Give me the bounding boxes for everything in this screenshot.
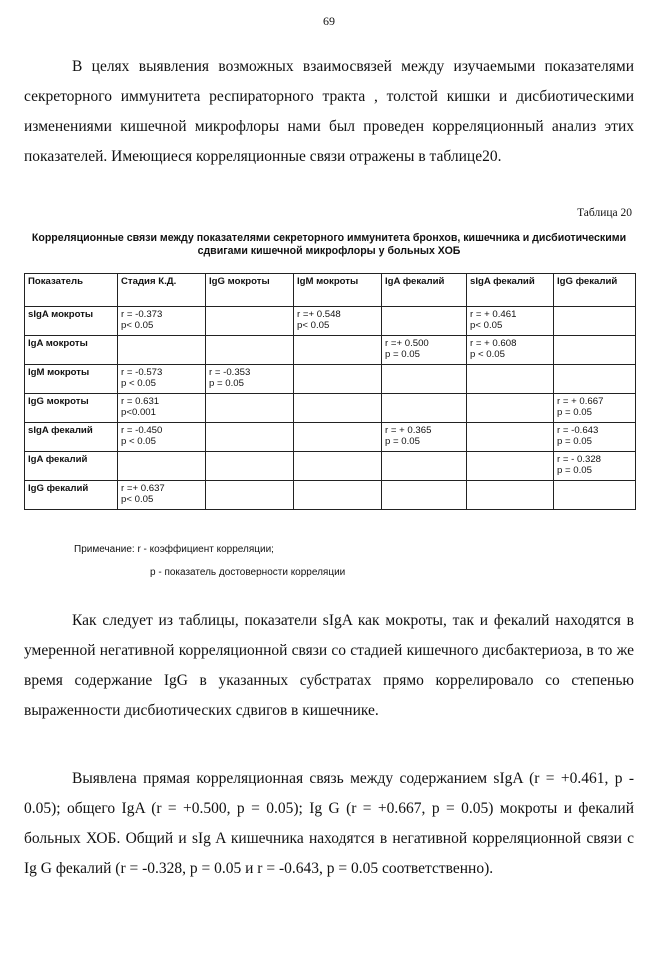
table-cell bbox=[467, 365, 554, 394]
table-cell bbox=[294, 336, 382, 365]
table-cell bbox=[206, 365, 294, 394]
table-caption: Корреляционные связи между показателями секреторного иммунитета бронхов, кишечника и дисбиотическими сдвигами кишечной микрофлоры у больных ХОБ bbox=[31, 232, 627, 257]
table-cell bbox=[382, 365, 467, 394]
table-body bbox=[25, 307, 636, 510]
table-cell bbox=[382, 307, 467, 336]
header-cell: IgM мокроты bbox=[294, 274, 382, 307]
table-cell bbox=[294, 481, 382, 510]
correlation-coefficient: r = + 0.667 bbox=[557, 396, 604, 407]
page-number: 69 bbox=[323, 14, 335, 28]
significance-value: p < 0.05 bbox=[121, 378, 156, 389]
correlation-coefficient: r = -0.450 bbox=[121, 425, 163, 436]
table-row bbox=[25, 307, 636, 336]
table-cell bbox=[206, 394, 294, 423]
table-cell bbox=[467, 307, 554, 336]
conclusion-paragraph-1: Как следует из таблицы, показатели sIgA как мокроты, так и фекалий находятся в умеренной негативной корреляционной связи со стадией кишечного дисбактериоза, в то же время содержание IgG в указанных субстратах прямо коррелировало со степенью выраженности дисбиотических сдвигов в кишечнике. bbox=[24, 612, 634, 719]
table-cell bbox=[382, 394, 467, 423]
table-cell bbox=[467, 452, 554, 481]
table-row bbox=[25, 336, 636, 365]
significance-value: p = 0.05 bbox=[557, 436, 592, 447]
table-note-r: Примечание: r - коэффициент корреляции; bbox=[74, 544, 274, 555]
table-cell bbox=[467, 336, 554, 365]
significance-value: p< 0.05 bbox=[297, 320, 330, 331]
table-cell bbox=[554, 452, 636, 481]
significance-value: p < 0.05 bbox=[121, 436, 156, 447]
table-cell bbox=[118, 365, 206, 394]
header-cell: IgG фекалий bbox=[554, 274, 636, 307]
table-cell bbox=[294, 452, 382, 481]
row-label: IgG фекалий bbox=[25, 481, 118, 510]
correlation-coefficient: r = -0.643 bbox=[557, 425, 599, 436]
table-cell bbox=[467, 481, 554, 510]
significance-value: p<0.001 bbox=[121, 407, 156, 418]
table-cell bbox=[294, 307, 382, 336]
row-label: IgG мокроты bbox=[25, 394, 118, 423]
intro-paragraph: В целях выявления возможных взаимосвязей между изучаемыми показателями секреторного иммунитета респираторного тракта , толстой кишки и дисбиотическими изменениями кишечной микрофлоры нами был проведен корреляционный анализ этих показателей. Имеющиеся корреляционные связи отражены в таблице20. bbox=[24, 58, 634, 165]
significance-value: p = 0.05 bbox=[557, 465, 592, 476]
table-cell bbox=[382, 452, 467, 481]
table-row bbox=[25, 423, 636, 452]
significance-value: p< 0.05 bbox=[121, 320, 154, 331]
correlation-coefficient: r =+ 0.500 bbox=[385, 338, 429, 349]
row-label: IgA фекалий bbox=[25, 452, 118, 481]
significance-value: p< 0.05 bbox=[470, 320, 503, 331]
header-cell: sIgA фекалий bbox=[467, 274, 554, 307]
correlation-table bbox=[24, 273, 636, 510]
significance-value: p = 0.05 bbox=[385, 349, 420, 360]
table-cell bbox=[118, 452, 206, 481]
table-cell bbox=[118, 394, 206, 423]
table-cell bbox=[554, 481, 636, 510]
table-cell bbox=[206, 481, 294, 510]
table-row bbox=[25, 394, 636, 423]
table-cell bbox=[467, 394, 554, 423]
table-cell bbox=[118, 307, 206, 336]
correlation-coefficient: r =+ 0.548 bbox=[297, 309, 341, 320]
correlation-coefficient: r = 0.631 bbox=[121, 396, 160, 407]
table-cell bbox=[467, 423, 554, 452]
table-cell bbox=[294, 423, 382, 452]
table-cell bbox=[554, 423, 636, 452]
table-cell bbox=[206, 336, 294, 365]
table-cell bbox=[554, 394, 636, 423]
correlation-coefficient: r = + 0.608 bbox=[470, 338, 517, 349]
table-cell bbox=[554, 307, 636, 336]
table-cell bbox=[206, 423, 294, 452]
significance-value: p< 0.05 bbox=[121, 494, 154, 505]
table-cell bbox=[554, 365, 636, 394]
table-header-row bbox=[25, 274, 636, 307]
table-cell bbox=[118, 336, 206, 365]
row-label: sIgA фекалий bbox=[25, 423, 118, 452]
table-label: Таблица 20 bbox=[577, 207, 632, 219]
header-cell: Стадия К.Д. bbox=[118, 274, 206, 307]
correlation-coefficient: r =+ 0.637 bbox=[121, 483, 165, 494]
correlation-coefficient: r = - 0.328 bbox=[557, 454, 601, 465]
table-cell bbox=[294, 394, 382, 423]
table-cell bbox=[294, 365, 382, 394]
table-cell bbox=[118, 423, 206, 452]
significance-value: p = 0.05 bbox=[209, 378, 244, 389]
table-cell bbox=[554, 336, 636, 365]
row-label: IgA мокроты bbox=[25, 336, 118, 365]
significance-value: p = 0.05 bbox=[385, 436, 420, 447]
table-row bbox=[25, 365, 636, 394]
table-cell bbox=[206, 307, 294, 336]
correlation-coefficient: r = -0.353 bbox=[209, 367, 251, 378]
table-cell bbox=[382, 423, 467, 452]
correlation-coefficient: r = -0.373 bbox=[121, 309, 163, 320]
conclusion-paragraph-2: Выявлена прямая корреляционная связь между содержанием sIgA (r = +0.461, p - 0.05); общего IgA (r = +0.500, p = 0.05); Ig G (r = +0.667, p = 0.05) мокроты и фекалий больных ХОБ. Общий и sIg A кишечника находятся в негативной корреляционной связи с Ig G фекалий (r = -0.328, p = 0.05 и r = -0.643, p = 0.05 соответственно). bbox=[24, 770, 634, 877]
table-row bbox=[25, 452, 636, 481]
row-label: IgM мокроты bbox=[25, 365, 118, 394]
row-label: sIgA мокроты bbox=[25, 307, 118, 336]
correlation-coefficient: r = -0.573 bbox=[121, 367, 163, 378]
table-cell bbox=[382, 336, 467, 365]
table-cell bbox=[206, 452, 294, 481]
significance-value: p < 0.05 bbox=[470, 349, 505, 360]
correlation-coefficient: r = + 0.461 bbox=[470, 309, 517, 320]
header-cell: IgG мокроты bbox=[206, 274, 294, 307]
table-row bbox=[25, 481, 636, 510]
significance-value: p = 0.05 bbox=[557, 407, 592, 418]
table-note-p: p - показатель достоверности корреляции bbox=[150, 567, 346, 578]
header-cell: IgA фекалий bbox=[382, 274, 467, 307]
table-cell bbox=[118, 481, 206, 510]
table-cell bbox=[382, 481, 467, 510]
correlation-coefficient: r = + 0.365 bbox=[385, 425, 432, 436]
header-cell: Показатель bbox=[25, 274, 118, 307]
